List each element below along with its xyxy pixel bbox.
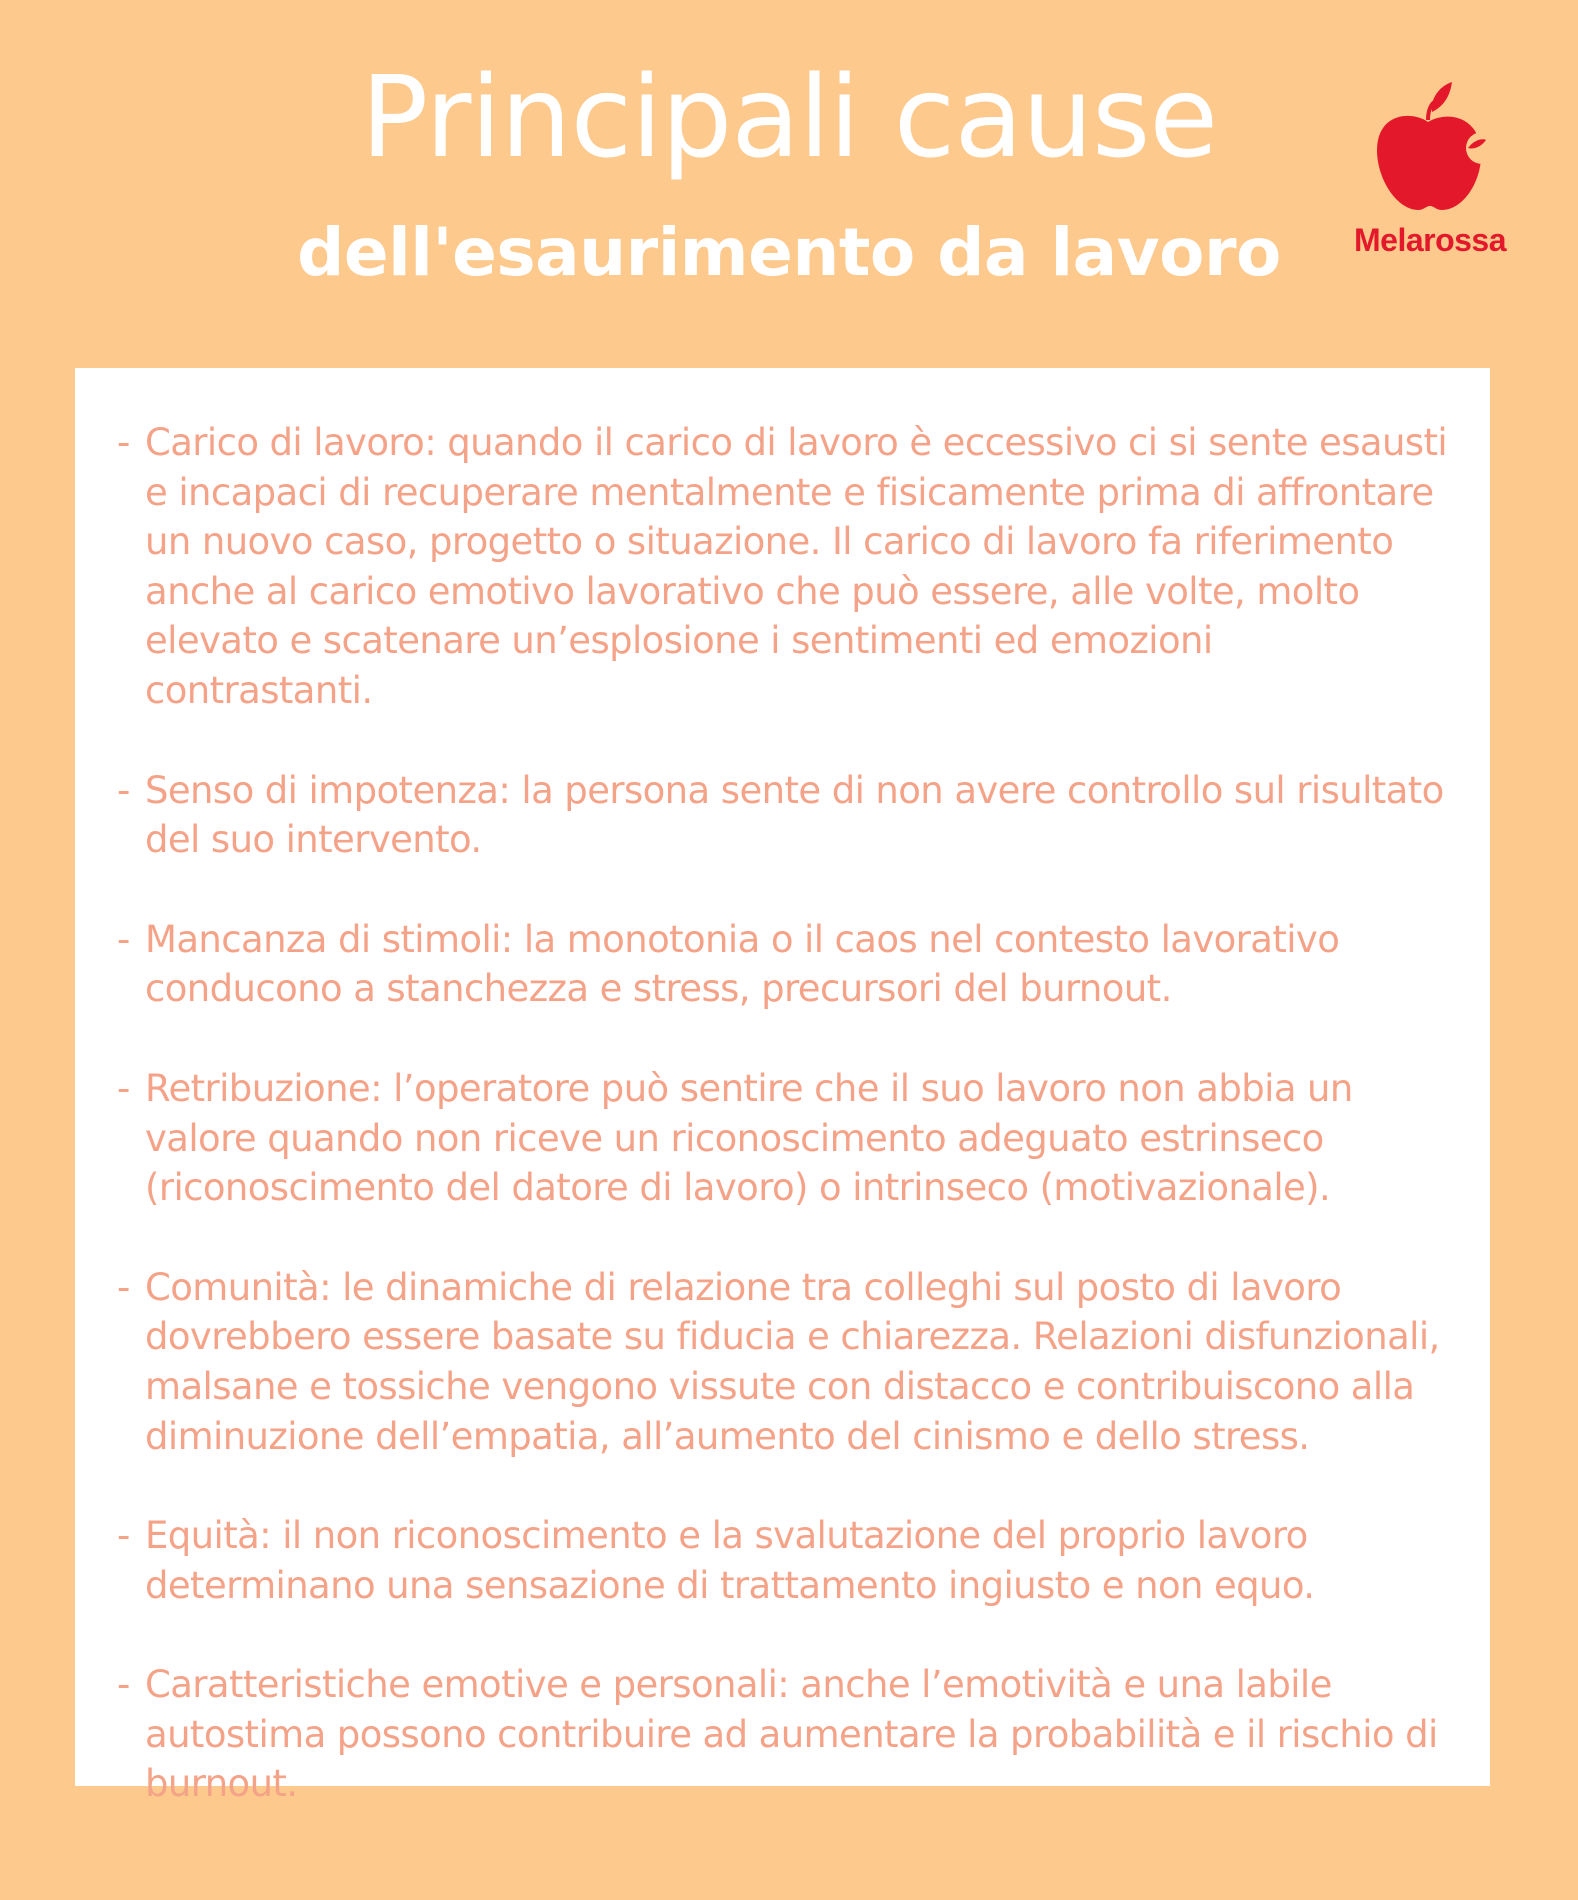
- cause-item-compensation: [117, 1064, 1450, 1213]
- causes-card: [75, 368, 1490, 1806]
- page-subtitle: dell'esaurimento da lavoro: [297, 214, 1281, 291]
- apple-icon: [1370, 78, 1490, 218]
- bullet-dash: -: [117, 1514, 130, 1558]
- header: [0, 0, 1578, 360]
- brand-logo: [1335, 78, 1525, 268]
- bullet-dash: -: [117, 421, 130, 464]
- cause-text: Mancanza di stimoli: la monotonia o il caos nel contesto lavorativo conducono a stanchezza e stress, precursori del burnout.: [145, 917, 1340, 1011]
- bullet-dash: -: [117, 1066, 130, 1110]
- cause-text: Retribuzione: l’operatore può sentire che il suo lavoro non abbia un valore quando non riceve un riconoscimento adeguato estrinseco (riconoscimento del datore di lavoro) o intrinseco (motivazionale).: [145, 1066, 1353, 1210]
- causes-list: [75, 368, 1490, 1809]
- cause-text: Caratteristiche emotive e personali: anche l’emotività e una labile autostima possono contribuire ad aumentare la probabilità e il rischio di burnout.: [145, 1663, 1438, 1806]
- cause-item-fairness: [117, 1511, 1450, 1610]
- cause-text: Comunità: le dinamiche di relazione tra colleghi sul posto di lavoro dovrebbero essere basate su fiducia e chiarezza. Relazioni disfunzionali, malsane e tossiche vengono vissute con distacco e contribuiscono alla diminuzione dell’empatia, all’aumento del cinismo e dello stress.: [145, 1265, 1440, 1458]
- cause-text: Equità: il non riconoscimento e la svalutazione del proprio lavoro determinano una sensazione di trattamento ingiusto e non equo.: [145, 1514, 1315, 1607]
- bullet-dash: -: [117, 768, 130, 812]
- cause-item-community: [117, 1263, 1450, 1461]
- bullet-dash: -: [117, 917, 130, 961]
- cause-text: Carico di lavoro: quando il carico di lavoro è eccessivo ci si sente esausti e incapaci di recuperare mentalmente e fisicamente prima di affrontare un nuovo caso, progetto o situazione. Il carico di lavoro fa riferimento anche al carico emotivo lavorativo che può essere, alle volte, molto elevato e scatenare un’esplosione i sentimenti ed emozioni contrastanti.: [145, 421, 1448, 712]
- cause-item-personal-traits: [117, 1660, 1450, 1809]
- cause-item-lack-of-stimuli: [117, 915, 1450, 1014]
- brand-name: Melarossa: [1353, 222, 1507, 258]
- bullet-dash: -: [117, 1663, 130, 1707]
- page-title: Principali cause: [360, 53, 1218, 183]
- cause-item-workload: [117, 418, 1450, 716]
- bullet-dash: -: [117, 1265, 130, 1309]
- cause-item-powerlessness: [117, 766, 1450, 865]
- cause-text: Senso di impotenza: la persona sente di non avere controllo sul risultato del suo intervento.: [145, 768, 1444, 862]
